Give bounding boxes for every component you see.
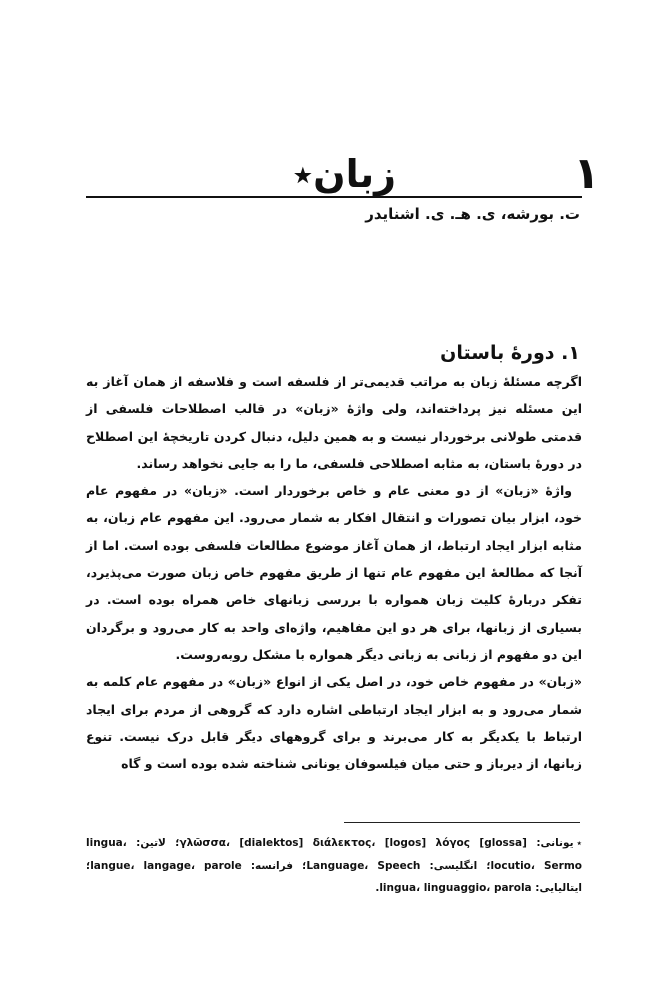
footnote-mark: ٭ <box>576 838 582 849</box>
title-divider <box>86 196 582 198</box>
chapter-number: ۱ <box>573 148 600 199</box>
footnote <box>86 832 582 899</box>
footnote-divider <box>344 822 580 823</box>
footnote-text: یونانی: [glossa] γλῶσσα، [dialektos] διάλεκτος، [logos] λόγος؛ لاتین: lingua، locutio، Sermo؛ انگلیسی: Language، Speech؛ فرانسه: langue، langage، parole؛ ایتالیایی: lingua، linguaggio، parola. <box>86 837 582 894</box>
paragraph-1: اگرچه مسئلهٔ زبان به مراتب قدیمی‌تر از فلسفه است و فلاسفه از همان آغاز به این مسئله نیز پرداخته‌اند، ولی واژهٔ «زبان» در قالب اصطلاحات فلسفی از قدمتی طولانی برخوردار نیست و به همین دلیل، دنبال کردن تاریخچهٔ این اصطلاح در دورهٔ باستان، به مثابه اصطلاحی فلسفی، ما را به جایی نخواهد رساند. <box>86 374 582 471</box>
chapter-title: زبان٭ <box>292 152 396 196</box>
paragraph-2: واژهٔ «زبان» از دو معنی عام و خاص برخوردار است. «زبان» در مفهوم عام خود، ابزار بیان تصورات و انتقال افکار به شمار می‌رود. این مفهوم عام زبان، به مثابه ابزار ایجاد ارتباط، از همان آغاز موضوع مطالعات فلسفی بوده است. اما از آنجا که مطالعهٔ این مفهوم عام تنها از طریق مفهوم خاص زبان صورت می‌پذیرد، تفکر دربارهٔ کلیت زبان همواره با بررسی زبانهای خاص همراه بوده است. در بسیاری از زبانها، برای هر دو این مفاهیم، واژه‌ای واحد به کار می‌رود و برگردان این دو مفهوم از زبانی به زبانی دیگر همواره با مشکل روبه‌روست. <box>86 483 582 662</box>
section-heading: ۱. دورهٔ باستان <box>440 342 580 364</box>
body-text <box>86 368 582 777</box>
paragraph-3: «زبان» در مفهوم خاص خود، در اصل یکی از انواع «زبان» در مفهوم عام کلمه به شمار می‌رود و به ابزار ایجاد ارتباطی اشاره دارد که گروهی از مردم برای ایجاد ارتباط با یکدیگر به کار می‌برند و برای گروههای دیگر قابل درک نیست. تنوع زبانها، از دیرباز و حتی میان فیلسوفان یونانی شناخته شده بوده است و گاه <box>86 674 582 772</box>
chapter-authors: ت. بورشه، ی. هـ. ی. اشنایدر <box>365 205 580 223</box>
